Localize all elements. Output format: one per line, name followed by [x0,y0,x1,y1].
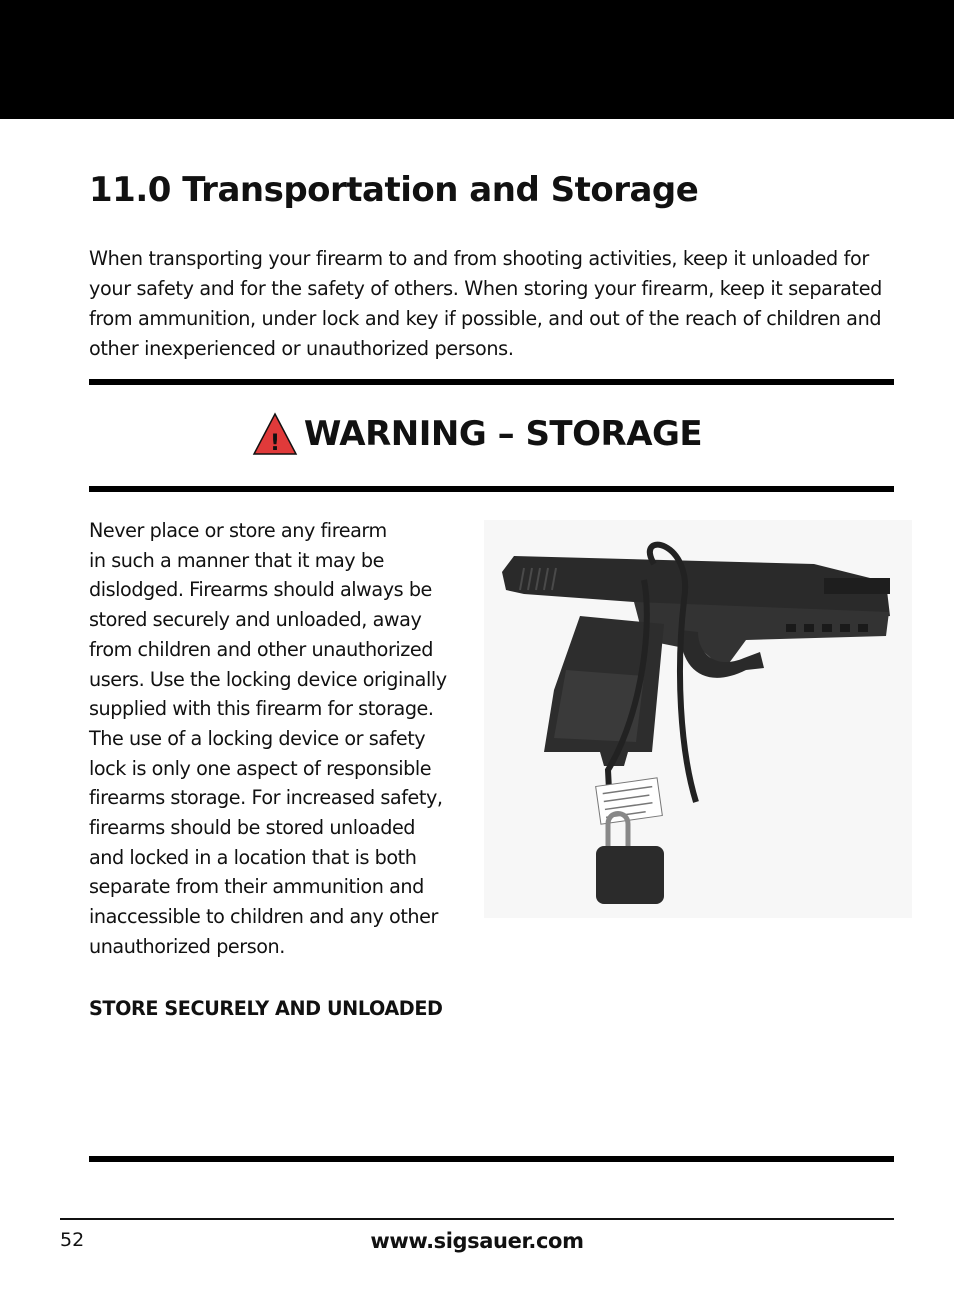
intro-paragraph: When transporting your firearm to and from shooting activities, keep it unloaded for your safety and for the safety of others. When storing your firearm, keep it separated from ammunition, under lock and key if possible, and out of the reach of children and other inexperienced or unauthorized persons. [89,247,882,360]
header-bar [0,0,954,119]
warning-line: supplied with this firearm for storage. [89,697,434,721]
warning-line: Never place or store any firearm [89,519,387,542]
section-title: 11.0 Transportation and Storage [89,170,699,210]
divider-bottom [89,1156,894,1162]
pistol-lock-photo [484,520,912,918]
warning-triangle-icon [252,412,298,456]
store-securely-label: STORE SECURELY AND UNLOADED [89,997,443,1020]
grip-texture [554,670,644,742]
warning-line: unauthorized person. [89,934,285,958]
warning-title: WARNING – STORAGE [303,414,703,454]
padlock-body [596,846,664,904]
pistol-barrel [824,578,890,594]
warning-line: inaccessible to children and any other [89,905,438,929]
warning-line: dislodged. Firearms should always be [89,578,432,602]
warning-line: lock is only one aspect of responsible [89,756,432,780]
warning-line: firearms should be stored unloaded [89,816,416,840]
warning-glyph: ! [269,431,280,456]
website-link[interactable]: www.sigsauer.com [370,1229,584,1253]
warning-heading [0,412,954,456]
page-number: 52 [60,1229,85,1251]
warning-line: The use of a locking device or safety [89,726,426,750]
divider-middle [89,486,894,492]
warning-line: from children and other unauthorized [89,637,433,661]
warning-line: and locked in a location that is both [89,845,417,869]
warning-line: users. Use the locking device originally [89,667,447,691]
warning-line: firearms storage. For increased safety, [89,786,443,810]
warning-line: in such a manner that it may be [89,548,384,572]
footer-divider [60,1218,894,1220]
warning-line: separate from their ammunition and [89,875,424,899]
divider-top [89,379,894,385]
pistol-with-cable-lock-illustration [484,520,912,918]
warning-line: stored securely and unloaded, away [89,608,422,632]
warning-body [89,516,474,962]
